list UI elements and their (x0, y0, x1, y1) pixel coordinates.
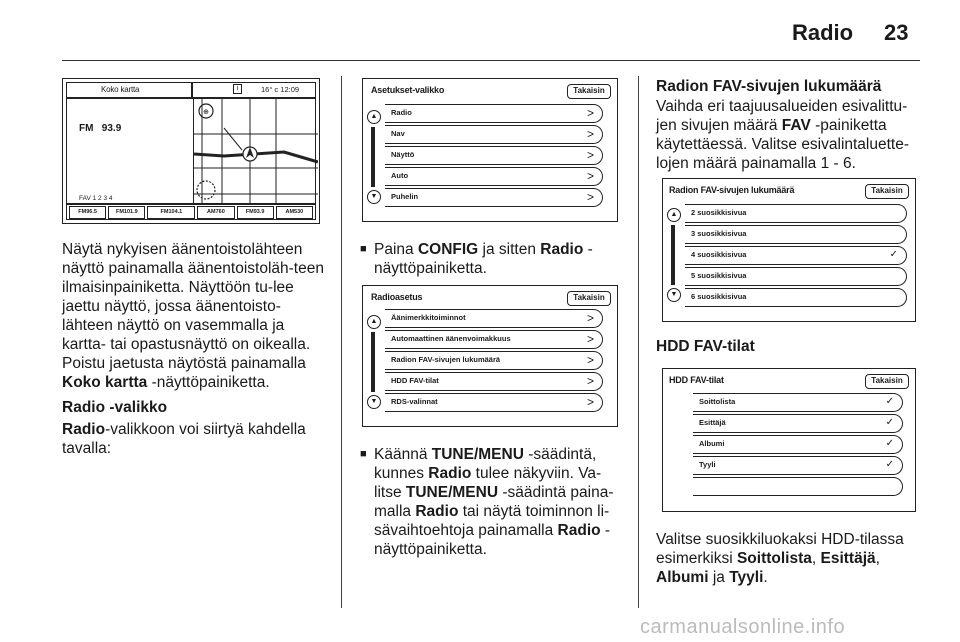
back-button[interactable]: Takaisin (865, 184, 909, 199)
radio-settings-illustration (362, 285, 618, 427)
fav-pages-paragraph: Vaihda eri taajuusalueiden esivalittu-jen sivujen määrä FAV -painiketta käytettäessä. Valitse esivalintaluette-lojen määrä painamalla 1 - 6. (656, 98, 910, 172)
menu-item-fav-pages[interactable]: Radion FAV-sivujen lukumäärä > (385, 351, 603, 370)
radio-settings-title: Radioasetus (371, 292, 423, 302)
scrollbar[interactable] (371, 127, 375, 187)
option-6-pages[interactable]: 6 suosikkisivua (685, 288, 907, 307)
option-album[interactable]: Albumi ✓ (693, 435, 903, 454)
intro-paragraph: Näytä nykyisen äänentoistolähteen näyttö painamalla äänentoistoläh-teen ilmaisinpainiketta. Näyttöön tu-lee jaettu näyttö, jossa äänentoisto-lähteen näyttö on vasemmalla ja kartta- tai opastusnäyttö on oikealla. Poistu jaetusta näytöstä painamalla Koko kartta -näyttöpainiketta. (62, 241, 324, 391)
menu-item-phone[interactable]: Puhelin > (385, 188, 603, 207)
scrollbar[interactable] (371, 332, 375, 392)
section-heading-fav-pages: Radion FAV-sivujen lukumäärä (656, 78, 882, 95)
instruction-bullet: ■ Paina CONFIG ja sitten Radio -näyttöpainiketta. (360, 241, 593, 277)
preset-button[interactable]: FM96.5 (69, 206, 106, 219)
back-button[interactable]: Takaisin (567, 84, 611, 99)
instruction-bullet: ■ Käännä TUNE/MENU -säädintä, kunnes Radio tulee näkyviin. Va-litse TUNE/MENU -säädintä paina-malla Radio tai näytä toiminnon li-sävaihtoehtoja painamalla Radio -näyttöpainiketta. (360, 446, 614, 558)
option-playlist[interactable]: Soittolista ✓ (693, 393, 903, 412)
section-heading-radio-menu: Radio -valikko (62, 399, 168, 416)
checkmark-icon: ✓ (885, 417, 894, 428)
svg-text:⊕: ⊕ (203, 108, 209, 116)
option-3-pages[interactable]: 3 suosikkisivua (685, 225, 907, 244)
scroll-down-icon[interactable]: ▼ (367, 395, 381, 409)
menu-item-beep-functions[interactable]: Äänimerkkitoiminnot > (385, 309, 603, 328)
scroll-down-icon[interactable]: ▼ (667, 288, 681, 302)
band-label: FM (79, 123, 94, 134)
temperature: 16° c (261, 85, 279, 94)
header-rule (62, 60, 920, 61)
page-number: 23 (884, 20, 909, 45)
preset-bar (69, 206, 313, 219)
menu-item-radio[interactable]: Radio > (385, 104, 603, 123)
preset-button[interactable]: AM760 (197, 206, 234, 219)
fav-label: FAV 1 2 3 4 (79, 195, 113, 202)
page-header-title: Radio (792, 20, 854, 45)
option-artist[interactable]: Esittäjä ✓ (693, 414, 903, 433)
preset-button[interactable]: FM101.9 (108, 206, 145, 219)
checkmark-icon: ✓ (889, 249, 898, 260)
menu-item-rds[interactable]: RDS-valinnat > (385, 393, 603, 412)
hdd-fav-illustration (662, 368, 916, 512)
map-screen-title: Koko kartta (101, 85, 140, 94)
settings-menu-illustration (362, 78, 618, 222)
scroll-up-icon[interactable]: ▲ (367, 110, 381, 124)
scroll-up-icon[interactable]: ▲ (367, 315, 381, 329)
column-divider (638, 76, 639, 608)
preset-button[interactable]: FM93.9 (237, 206, 274, 219)
preset-button[interactable]: AM530 (276, 206, 313, 219)
option-2-pages[interactable]: 2 suosikkisivua (685, 204, 907, 223)
checkmark-icon: ✓ (885, 396, 894, 407)
checkmark-icon: ✓ (885, 438, 894, 449)
map-drawing (194, 98, 318, 203)
scrollbar[interactable] (671, 225, 675, 285)
menu-item-auto-volume[interactable]: Automaattinen äänenvoimakkuus > (385, 330, 603, 349)
option-genre[interactable]: Tyyli ✓ (693, 456, 903, 475)
watermark: carmanualsonline.info (640, 616, 846, 638)
option-4-pages[interactable]: 4 suosikkisivua ✓ (685, 246, 907, 265)
fav-pages-illustration (662, 178, 916, 322)
menu-item-display[interactable]: Näyttö > (385, 146, 603, 165)
scroll-up-icon[interactable]: ▲ (667, 208, 681, 222)
checkmark-icon: ✓ (885, 459, 894, 470)
clock: 12:09 (280, 85, 300, 94)
map-screen-illustration (62, 78, 320, 224)
section-heading-hdd-fav: HDD FAV-tilat (656, 338, 755, 355)
map-pane (193, 98, 317, 203)
back-button[interactable]: Takaisin (567, 291, 611, 306)
menu-item-hdd-fav[interactable]: HDD FAV-tilat > (385, 372, 603, 391)
menu-item-car[interactable]: Auto > (385, 167, 603, 186)
hdd-fav-paragraph: Valitse suosikkiluokaksi HDD-tilassa esimerkiksi Soittolista, Esittäjä, Albumi ja Tyyli. (656, 531, 904, 586)
settings-menu-title: Asetukset-valikko (371, 85, 445, 95)
fav-pages-title: Radion FAV-sivujen lukumäärä (669, 185, 795, 195)
hdd-fav-title: HDD FAV-tilat (669, 375, 724, 385)
menu-item-nav[interactable]: Nav > (385, 125, 603, 144)
radio-menu-paragraph: Radio-valikkoon voi siirtyä kahdella tavalla: (62, 421, 306, 457)
preset-button[interactable]: FM104.1 (147, 206, 195, 219)
column-divider (341, 76, 342, 608)
empty-row (693, 477, 903, 496)
frequency-label: 93.9 (101, 123, 122, 134)
option-5-pages[interactable]: 5 suosikkisivua (685, 267, 907, 286)
back-button[interactable]: Takaisin (865, 374, 909, 389)
scroll-down-icon[interactable]: ▼ (367, 190, 381, 204)
info-icon: i (233, 84, 242, 94)
